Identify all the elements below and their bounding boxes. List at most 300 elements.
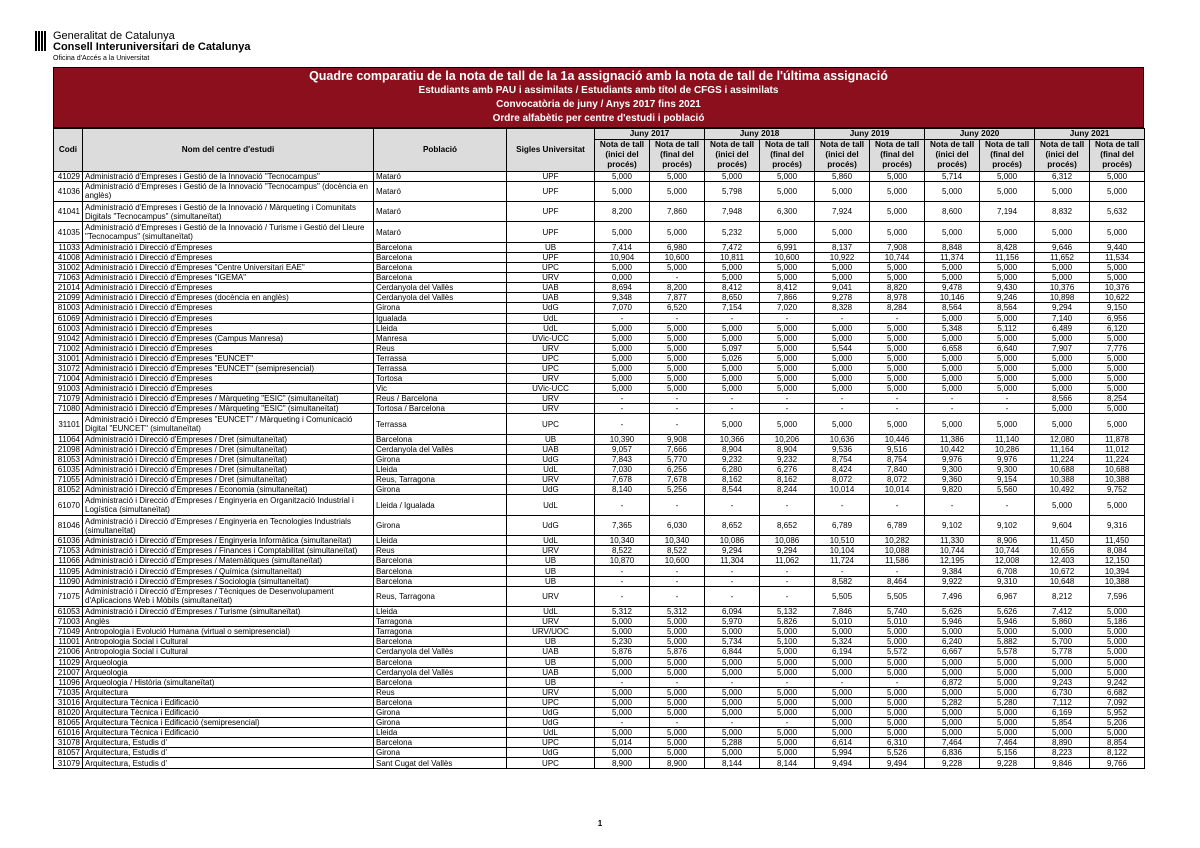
cell-nota: 5,000: [1035, 404, 1090, 414]
cell-nota: -: [870, 394, 925, 404]
cell-codi: 21006: [54, 647, 83, 657]
cell-nota: -: [760, 495, 815, 515]
cell-nota: 8,906: [980, 536, 1035, 546]
cell-nota: 9,310: [980, 576, 1035, 586]
cell-nota: 9,384: [925, 566, 980, 576]
table-row: [54, 657, 1145, 667]
cell-nota: 5,010: [815, 617, 870, 627]
cell-nota: 5,000: [650, 738, 705, 748]
cell-nota: 9,232: [705, 455, 760, 465]
header-sigles: Sigles Universitat: [507, 129, 595, 172]
cell-nota: 6,614: [815, 738, 870, 748]
table-row: [54, 222, 1145, 242]
cell-nota: 5,000: [815, 273, 870, 283]
cell-nota: 5,000: [705, 273, 760, 283]
cell-nota: 5,714: [925, 171, 980, 181]
cell-nota: 10,688: [1035, 465, 1090, 475]
cell-nota: 5,000: [870, 667, 925, 677]
cell-nota: 5,000: [925, 263, 980, 273]
cell-nom: Administració i Direcció d'Empreses (Campus Manresa): [83, 333, 374, 343]
logo-line-3: Oficina d'Accés a la Universitat: [53, 55, 150, 62]
cell-nota: 5,000: [815, 181, 870, 201]
cell-nota: 5,000: [1090, 657, 1145, 667]
table-row: [54, 263, 1145, 273]
cell-nota: 5,000: [870, 323, 925, 333]
cell-nom: Administració i Direcció d'Empreses / Enginyeria en Tecnologies Industrials (simultaneïtat): [83, 515, 374, 535]
header-nota-final: Nota de tall (final del procés): [760, 140, 815, 172]
cell-nota: 8,072: [870, 475, 925, 485]
cell-nota: 8,854: [1090, 738, 1145, 748]
cell-poblacio: Girona: [374, 485, 507, 495]
cell-codi: 81053: [54, 455, 83, 465]
cell-nota: -: [760, 404, 815, 414]
cell-nota: 6,708: [980, 566, 1035, 576]
cell-nota: 5,000: [925, 222, 980, 242]
cell-nom: Antropologia i Evolució Humana (virtual o semipresencial): [83, 627, 374, 637]
cell-nota: 5,000: [980, 263, 1035, 273]
cell-nota: 5,000: [870, 657, 925, 667]
cell-nota: 6,956: [1090, 313, 1145, 323]
cell-poblacio: Barcelona: [374, 657, 507, 667]
cell-nota: 5,000: [650, 263, 705, 273]
cell-nom: Anglès: [83, 617, 374, 627]
cell-nota: 5,000: [925, 627, 980, 637]
cell-poblacio: Lleida: [374, 728, 507, 738]
cell-nota: 11,224: [1090, 455, 1145, 465]
cell-nota: 5,970: [705, 617, 760, 627]
cell-nota: 7,472: [705, 242, 760, 252]
cell-nota: 5,000: [980, 657, 1035, 667]
header-year-2018: Juny 2018: [705, 129, 815, 140]
cell-codi: 81046: [54, 515, 83, 535]
cell-sigles: UdL: [507, 495, 595, 515]
cell-nota: 5,000: [980, 333, 1035, 343]
cell-nota: 5,000: [925, 333, 980, 343]
cell-nota: 9,820: [925, 485, 980, 495]
cell-nota: -: [705, 566, 760, 576]
table-row: [54, 495, 1145, 515]
cell-nota: 7,020: [760, 303, 815, 313]
cell-nota: 5,000: [980, 677, 1035, 687]
cell-nota: 5,000: [650, 697, 705, 707]
cell-nota: 5,770: [650, 455, 705, 465]
cell-nota: 5,000: [980, 667, 1035, 677]
cell-nota: -: [650, 394, 705, 404]
cell-nota: 10,282: [870, 536, 925, 546]
cell-nota: 9,752: [1090, 485, 1145, 495]
cell-nota: 5,000: [650, 171, 705, 181]
cell-nom: Antropologia Social i Cultural: [83, 647, 374, 657]
cell-sigles: URV: [507, 404, 595, 414]
cell-poblacio: Lleida: [374, 536, 507, 546]
cell-nota: 5,000: [650, 748, 705, 758]
cell-nota: 6,658: [925, 343, 980, 353]
cell-poblacio: Mataró: [374, 181, 507, 201]
cell-nota: 10,656: [1035, 546, 1090, 556]
cell-sigles: UB: [507, 434, 595, 444]
cell-nota: 6,256: [650, 465, 705, 475]
cell-nota: 5,000: [760, 323, 815, 333]
table-row: [54, 485, 1145, 495]
cell-nom: Administració i Direcció d'Empreses / Dret (simultaneïtat): [83, 475, 374, 485]
cell-nota: -: [650, 586, 705, 606]
cell-nota: 8,284: [870, 303, 925, 313]
cell-sigles: UPF: [507, 181, 595, 201]
cell-nota: 7,866: [760, 293, 815, 303]
cell-nota: 5,000: [870, 697, 925, 707]
cell-nom: Administració d'Empreses i Gestió de la Innovació / Turisme i Gestió del Lleure "Tecnocampus" (simultaneïtat): [83, 222, 374, 242]
cell-nota: 7,666: [650, 444, 705, 454]
cell-nota: 9,976: [925, 455, 980, 465]
cell-nota: 8,223: [1035, 748, 1090, 758]
cell-nota: 5,000: [650, 343, 705, 353]
cell-codi: 31072: [54, 364, 83, 374]
table-row: [54, 637, 1145, 647]
cell-nota: 5,700: [1035, 637, 1090, 647]
cell-nota: 9,360: [925, 475, 980, 485]
cell-sigles: UB: [507, 556, 595, 566]
cell-nota: 5,000: [815, 323, 870, 333]
cell-nota: -: [705, 718, 760, 728]
cell-nota: 9,102: [925, 515, 980, 535]
cell-codi: 81020: [54, 708, 83, 718]
cell-nota: 5,000: [870, 718, 925, 728]
table-row: [54, 556, 1145, 566]
header-nota-inici: Nota de tall (inici del procés): [925, 140, 980, 172]
cell-nota: 5,000: [870, 343, 925, 353]
cell-poblacio: Girona: [374, 303, 507, 313]
cell-nota: 5,000: [650, 667, 705, 677]
cell-nota: 5,000: [980, 718, 1035, 728]
cell-sigles: UdL: [507, 465, 595, 475]
table-row: [54, 536, 1145, 546]
cell-nota: 10,086: [760, 536, 815, 546]
cell-nota: 5,000: [870, 273, 925, 283]
cell-nota: 5,000: [650, 222, 705, 242]
cell-nota: 6,094: [705, 607, 760, 617]
cell-nota: 5,000: [760, 171, 815, 181]
cell-nota: 5,798: [705, 181, 760, 201]
cell-nota: -: [925, 495, 980, 515]
cell-nota: 5,946: [980, 617, 1035, 627]
cell-nom: Administració i Direcció d'Empreses / Màrqueting "ESIC" (simultaneïtat): [83, 394, 374, 404]
cell-nota: 5,256: [650, 485, 705, 495]
cell-nota: 5,000: [595, 384, 650, 394]
cell-nota: 10,870: [595, 556, 650, 566]
cell-nota: 9,976: [980, 455, 1035, 465]
cell-poblacio: Mataró: [374, 202, 507, 222]
cell-sigles: URV: [507, 586, 595, 606]
cell-nom: Administració i Direcció d'Empreses / Turisme (simultaneïtat): [83, 607, 374, 617]
cell-nom: Arquitectura: [83, 687, 374, 697]
cell-nota: 5,000: [870, 353, 925, 363]
cell-nota: 6,640: [980, 343, 1035, 353]
cell-nota: 5,000: [705, 728, 760, 738]
cell-nota: -: [870, 566, 925, 576]
cell-nota: 8,978: [870, 293, 925, 303]
cell-nota: 5,000: [595, 687, 650, 697]
cell-nota: 8,904: [760, 444, 815, 454]
cell-nota: -: [595, 718, 650, 728]
cell-nota: 7,070: [595, 303, 650, 313]
cell-nom: Administració i Direcció d'Empreses (docència en anglès): [83, 293, 374, 303]
cell-nota: 5,000: [595, 364, 650, 374]
table-row: [54, 465, 1145, 475]
cell-codi: 41041: [54, 202, 83, 222]
cell-poblacio: Lleida: [374, 323, 507, 333]
cell-nota: 5,000: [650, 323, 705, 333]
cell-nota: 9,294: [1035, 303, 1090, 313]
cell-nota: 11,140: [980, 434, 1035, 444]
cell-nota: -: [815, 566, 870, 576]
cell-nota: 5,526: [870, 748, 925, 758]
cell-nota: 5,156: [980, 748, 1035, 758]
cell-nom: Administració i Direcció d'Empreses / Tècniques de Desenvolupament d'Aplicacions Web i Mòbils (simultaneïtat): [83, 586, 374, 606]
cell-sigles: UPF: [507, 222, 595, 242]
cell-nota: 9,494: [870, 758, 925, 768]
cell-nota: 5,000: [815, 384, 870, 394]
cell-sigles: UdG: [507, 485, 595, 495]
cell-nota: 8,652: [760, 515, 815, 535]
cell-nota: 10,744: [870, 252, 925, 262]
cell-nota: 5,000: [1035, 374, 1090, 384]
cell-nom: Administració d'Empreses i Gestió de la Innovació "Tecnocampus" (docència en anglès): [83, 181, 374, 201]
cell-nota: 8,566: [1035, 394, 1090, 404]
cell-codi: 71075: [54, 586, 83, 606]
cell-nota: 7,948: [705, 202, 760, 222]
cut-off-table: [53, 128, 1145, 769]
cell-nota: 5,000: [705, 374, 760, 384]
table-row: [54, 475, 1145, 485]
cell-nota: 5,000: [705, 708, 760, 718]
cell-nom: Administració i Direcció d'Empreses / Dret (simultaneïtat): [83, 434, 374, 444]
cell-nota: 5,000: [980, 374, 1035, 384]
cell-nota: 10,366: [705, 434, 760, 444]
cell-nota: 5,000: [870, 333, 925, 343]
table-row: [54, 323, 1145, 333]
cell-nota: 5,026: [705, 353, 760, 363]
cell-codi: 71079: [54, 394, 83, 404]
cell-nota: 5,000: [980, 708, 1035, 718]
cell-nota: 5,000: [815, 263, 870, 273]
cell-nota: 5,560: [980, 485, 1035, 495]
table-row: [54, 576, 1145, 586]
cell-nota: 5,505: [815, 586, 870, 606]
cell-nota: 5,000: [705, 384, 760, 394]
table-row: [54, 586, 1145, 606]
cell-nota: 5,000: [815, 333, 870, 343]
cell-nota: 5,000: [980, 222, 1035, 242]
table-row: [54, 293, 1145, 303]
header-nota-inici: Nota de tall (inici del procés): [595, 140, 650, 172]
cell-nota: 5,860: [1035, 617, 1090, 627]
cell-sigles: UAB: [507, 444, 595, 454]
cell-nota: 10,648: [1035, 576, 1090, 586]
cell-nota: 6,312: [1035, 171, 1090, 181]
cell-nota: 5,000: [870, 384, 925, 394]
table-row: [54, 384, 1145, 394]
cell-nota: 5,000: [1090, 404, 1145, 414]
cell-nota: 8,144: [705, 758, 760, 768]
cell-poblacio: Reus: [374, 546, 507, 556]
cell-nota: -: [760, 313, 815, 323]
table-row: [54, 343, 1145, 353]
cell-nota: 5,000: [705, 364, 760, 374]
cell-sigles: URV: [507, 273, 595, 283]
cell-nota: 6,169: [1035, 708, 1090, 718]
cell-nota: -: [650, 566, 705, 576]
cell-poblacio: Girona: [374, 708, 507, 718]
header-codi: Codi: [54, 129, 83, 172]
cell-codi: 81065: [54, 718, 83, 728]
cell-poblacio: Manresa: [374, 333, 507, 343]
cell-nom: Administració i Direcció d'Empreses / Finances i Comptabilitat (simultaneïtat): [83, 546, 374, 556]
cell-codi: 31016: [54, 697, 83, 707]
cell-nota: 5,000: [1035, 353, 1090, 363]
cell-nota: 5,000: [815, 718, 870, 728]
cell-nota: 11,450: [1090, 536, 1145, 546]
header-year-2021: Juny 2021: [1035, 129, 1145, 140]
cell-sigles: UdL: [507, 536, 595, 546]
table-row: [54, 252, 1145, 262]
cell-poblacio: Cerdanyola del Vallès: [374, 283, 507, 293]
cell-nota: 6,520: [650, 303, 705, 313]
cell-nota: 5,000: [925, 414, 980, 434]
cell-nota: 5,000: [1090, 333, 1145, 343]
cell-nota: 5,000: [595, 748, 650, 758]
cell-codi: 21098: [54, 444, 83, 454]
cell-nota: 5,000: [925, 667, 980, 677]
cell-nota: 5,000: [595, 181, 650, 201]
header-nota-final: Nota de tall (final del procés): [980, 140, 1035, 172]
cell-codi: 61016: [54, 728, 83, 738]
cell-nota: 9,228: [925, 758, 980, 768]
cell-sigles: UB: [507, 677, 595, 687]
cell-nota: 8,694: [595, 283, 650, 293]
page-title: Quadre comparatiu de la nota de tall de la 1a assignació amb la nota de tall de l'última assignació: [309, 69, 888, 83]
cell-poblacio: Terrassa: [374, 364, 507, 374]
cell-nota: 9,294: [705, 546, 760, 556]
cell-codi: 11096: [54, 677, 83, 687]
cell-poblacio: Cerdanyola del Vallès: [374, 444, 507, 454]
cell-nota: 9,430: [980, 283, 1035, 293]
cell-nota: 5,000: [705, 323, 760, 333]
cell-nota: 8,652: [705, 515, 760, 535]
cell-poblacio: Reus: [374, 343, 507, 353]
cell-nota: -: [650, 495, 705, 515]
cell-codi: 61035: [54, 465, 83, 475]
cell-nota: 10,376: [1090, 283, 1145, 293]
cell-nota: 5,000: [925, 313, 980, 323]
cell-nota: 5,000: [760, 364, 815, 374]
cell-nota: 10,104: [815, 546, 870, 556]
table-row: [54, 313, 1145, 323]
cell-nota: 11,164: [1035, 444, 1090, 454]
cell-nota: 5,000: [815, 687, 870, 697]
cell-nota: 5,000: [980, 627, 1035, 637]
table-row: [54, 444, 1145, 454]
cell-nota: 5,000: [595, 657, 650, 667]
cell-nota: 5,000: [595, 343, 650, 353]
cell-nota: 5,000: [760, 697, 815, 707]
cell-nota: 5,097: [705, 343, 760, 353]
page-subtitle: Estudiants amb PAU i assimilats / Estudiants amb títol de CFGS i assimilats: [418, 85, 779, 96]
header-nota-final: Nota de tall (final del procés): [1090, 140, 1145, 172]
cell-nota: 5,000: [1090, 181, 1145, 201]
cell-nota: 8,137: [815, 242, 870, 252]
cell-nota: 7,140: [1035, 313, 1090, 323]
cell-nota: 5,000: [760, 708, 815, 718]
cell-nota: 9,846: [1035, 758, 1090, 768]
cell-nota: 5,000: [980, 181, 1035, 201]
cell-nota: 9,242: [1090, 677, 1145, 687]
cell-nota: 5,000: [870, 364, 925, 374]
table-row: [54, 718, 1145, 728]
cell-poblacio: Girona: [374, 455, 507, 465]
cell-nota: 5,000: [650, 364, 705, 374]
cell-nota: 6,967: [980, 586, 1035, 606]
cell-sigles: UdL: [507, 728, 595, 738]
cell-nota: 5,000: [870, 637, 925, 647]
cell-nota: 5,000: [1090, 273, 1145, 283]
cell-nota: 5,000: [1035, 384, 1090, 394]
cell-nota: 9,228: [980, 758, 1035, 768]
table-row: [54, 667, 1145, 677]
cell-nota: -: [760, 586, 815, 606]
cell-nota: 11,534: [1090, 252, 1145, 262]
cell-nota: 8,428: [980, 242, 1035, 252]
cell-nota: 5,000: [650, 708, 705, 718]
cell-nota: 9,516: [870, 444, 925, 454]
cell-nota: 5,000: [595, 708, 650, 718]
cell-nota: -: [705, 677, 760, 687]
cell-nota: 8,464: [870, 576, 925, 586]
cell-nota: 12,080: [1035, 434, 1090, 444]
cell-nota: 5,000: [650, 617, 705, 627]
cell-nota: 5,994: [815, 748, 870, 758]
cell-nota: 8,904: [705, 444, 760, 454]
cell-nota: 10,388: [1090, 475, 1145, 485]
page-number: 1: [597, 819, 603, 828]
cell-nota: 5,000: [1090, 647, 1145, 657]
cell-nota: 5,000: [925, 273, 980, 283]
table-row: [54, 333, 1145, 343]
cell-nota: 5,000: [705, 263, 760, 273]
cell-sigles: UPC: [507, 697, 595, 707]
cell-nota: 8,900: [595, 758, 650, 768]
cell-nota: -: [870, 313, 925, 323]
cell-nota: 5,000: [980, 414, 1035, 434]
cell-nom: Administració i Direcció d'Empreses: [83, 283, 374, 293]
header-nota-inici: Nota de tall (inici del procés): [705, 140, 760, 172]
cell-poblacio: Mataró: [374, 222, 507, 242]
cell-nota: -: [760, 718, 815, 728]
cell-codi: 41029: [54, 171, 83, 181]
cell-nota: 8,890: [1035, 738, 1090, 748]
cell-nota: -: [650, 576, 705, 586]
cell-nota: 5,000: [980, 384, 1035, 394]
cell-nota: 7,860: [650, 202, 705, 222]
cell-poblacio: Reus: [374, 687, 507, 697]
table-row: [54, 566, 1145, 576]
cell-nota: 9,041: [815, 283, 870, 293]
cell-nota: 9,604: [1035, 515, 1090, 535]
cell-nota: 5,000: [925, 728, 980, 738]
table-row: [54, 404, 1145, 414]
cell-sigles: UdG: [507, 748, 595, 758]
cell-nota: 5,000: [980, 728, 1035, 738]
cell-nota: 6,240: [925, 637, 980, 647]
